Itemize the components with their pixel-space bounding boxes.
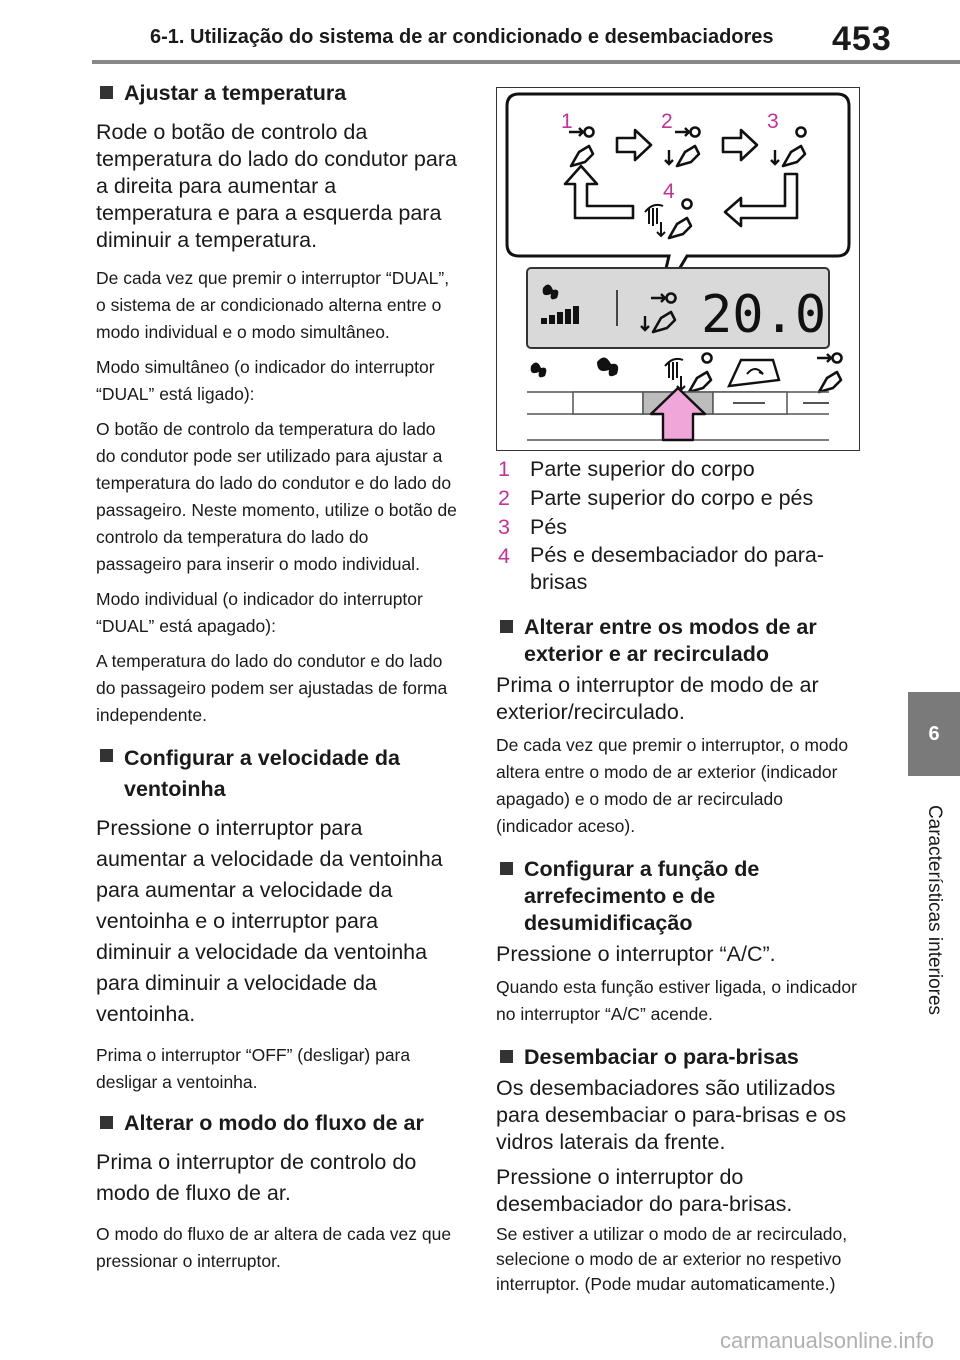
chapter-label-text: Características interiores [924, 804, 945, 1016]
legend-text: Parte superior do corpo e pés [530, 486, 814, 510]
callout-3: 3 [767, 110, 779, 133]
defog-note: Se estiver a utilizar o modo de ar recirculado, selecione o modo de ar exterior no respetivo interruptor. (Pode mudar automaticamente.) [496, 1224, 848, 1294]
callout-2: 2 [661, 110, 673, 133]
ac-note: Quando esta função estiver ligada, o indicador no interruptor “A/C” acende. [496, 977, 857, 1024]
defog-instruction: Pressione o interruptor do desembaciador do para-brisas. [496, 1165, 793, 1216]
left-column [96, 76, 458, 1275]
recirculation-note: De cada vez que premir o interruptor, o modo altera entre o modo de ar exterior (indicador apagado) e o modo de ar recirculado (indicador aceso). [496, 735, 849, 836]
chapter-tab-label [908, 790, 960, 1030]
airflow-note: O modo do fluxo de ar altera de cada vez que pressionar o interruptor. [96, 1224, 452, 1271]
callout-1: 1 [561, 110, 573, 133]
outside-air-icon [817, 354, 842, 393]
temperature-note-simultaneous-body: O botão de controlo da temperatura do lado do condutor pode ser utilizado para ajustar a temperatura do lado do condutor e do lado do passageiro. Neste momento, utilize o botão de controlo da temperatura do lado do passageiro para inserir o modo individual. [96, 419, 457, 574]
display-temperature: 20.0 [701, 285, 827, 345]
airflow-mode-button-icon [665, 354, 712, 393]
temperature-note-simultaneous-label: Modo simultâneo (o indicador do interruptor “DUAL” está ligado): [96, 357, 435, 404]
legend-item [496, 542, 864, 596]
fan-off-note: Prima o interruptor “OFF” (desligar) para desligar a ventoinha. [96, 1045, 411, 1092]
airflow-mode-diagram [496, 87, 860, 451]
fan-decrease-button[interactable] [573, 392, 643, 414]
section-heading-ac: Configurar a função de arrefecimento e de desumidificação [496, 856, 864, 937]
section-heading-temperature: Ajustar a temperatura [96, 80, 458, 107]
page-number: 453 [832, 20, 892, 58]
airflow-mode-legend [496, 455, 864, 596]
legend-text: Parte superior do corpo [530, 457, 755, 481]
chapter-tab-number[interactable]: 6 [908, 692, 960, 776]
recirculation-icon [729, 360, 779, 386]
fan-increase-icon [597, 357, 618, 376]
right-column [496, 455, 864, 1297]
ac-instruction: Pressione o interruptor “A/C”. [496, 942, 776, 966]
temperature-note-dual: De cada vez que premir o interruptor “DUAL”, o sistema de ar condicionado alterna entre o modo individual e o modo simultâneo. [96, 268, 450, 342]
section-heading-fan-speed: Configurar a velocidade da ventoinha [96, 743, 458, 805]
temperature-instruction: Rode o botão de controlo da temperatura do lado do condutor para a direita para aumentar a temperatura e para a esquerda para diminuir a temperatura. [96, 120, 457, 252]
temperature-note-individual-label: Modo individual (o indicador do interruptor “DUAL” está apagado): [96, 589, 423, 636]
legend-number: 2 [498, 486, 510, 510]
legend-text: Pés [530, 515, 568, 539]
climate-panel-illustration [497, 88, 860, 451]
section-heading-recirculation: Alterar entre os modos de ar exterior e ar recirculado [496, 614, 864, 668]
airflow-instruction: Prima o interruptor de controlo do modo de fluxo de ar. [96, 1150, 417, 1205]
legend-item [496, 455, 864, 484]
header-divider [92, 60, 960, 64]
legend-number: 1 [498, 457, 510, 481]
watermark: carmanualsonline.info [720, 1328, 935, 1353]
temperature-note-individual-body: A temperatura do lado do condutor e do lado do passageiro podem ser ajustadas de forma independente. [96, 651, 448, 725]
section-title: 6-1. Utilização do sistema de ar condicionado e desembaciadores [150, 26, 774, 48]
section-heading-airflow: Alterar o modo do fluxo de ar [96, 1110, 458, 1137]
legend-item [496, 484, 864, 513]
legend-text: Pés e desembaciador do para-brisas [530, 543, 825, 594]
legend-item [496, 513, 864, 542]
legend-number: 4 [498, 544, 510, 568]
recirculation-instruction: Prima o interruptor de modo de ar exterior/recirculado. [496, 673, 819, 724]
legend-number: 3 [498, 515, 510, 539]
callout-4: 4 [663, 180, 675, 203]
fan-decrease-icon [531, 362, 547, 377]
defog-description: Os desembaciadores são utilizados para desembaciar o para-brisas e os vidros laterais da frente. [496, 1076, 847, 1154]
fan-speed-instruction: Pressione o interruptor para aumentar a velocidade da ventoinha para aumentar a velocidade da ventoinha e o interruptor para diminuir a velocidade da ventoinha para diminuir a velocidade da ventoinha. [96, 816, 443, 1026]
section-heading-defog: Desembaciar o para-brisas [496, 1044, 864, 1071]
